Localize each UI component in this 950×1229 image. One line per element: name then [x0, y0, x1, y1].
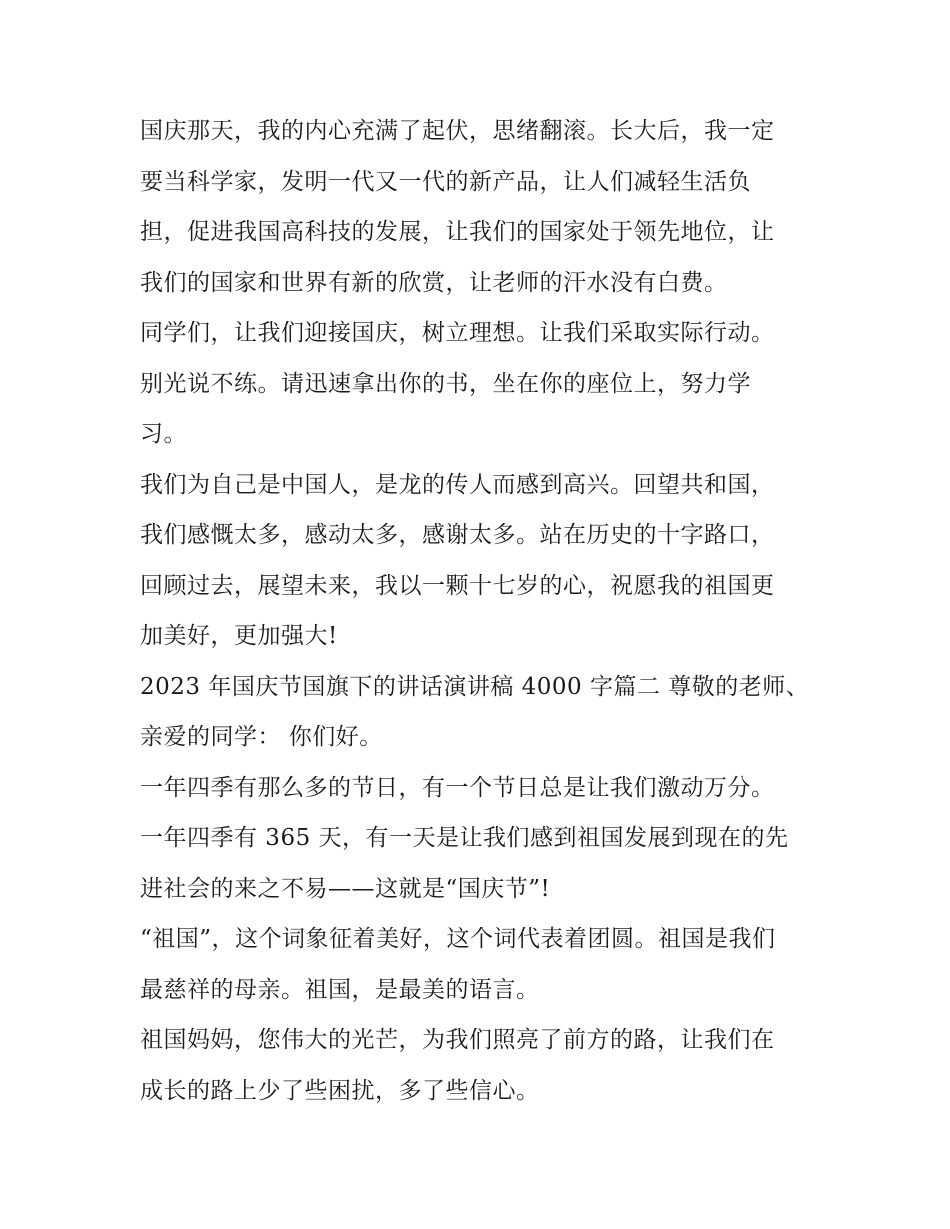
paragraph-7: [140, 1015, 820, 1116]
paragraph-3: [140, 460, 820, 662]
text-line: 我们的国家和世界有新的欣赏，让老师的汗水没有白费。: [140, 269, 728, 296]
text-line: “祖国”，这个词象征着美好，这个词代表着团圆。祖国是我们: [140, 926, 776, 952]
text-line: 最慈祥的母亲。祖国，是最美的语言。: [140, 976, 540, 1003]
paragraph-6: [140, 914, 820, 1015]
text-line: 一年四季有那么多的节日，有一个节日总是让我们激动万分。: [140, 774, 775, 801]
text-line: 别光说不练。请迅速拿出你的书，坐在你的座位上，努力学: [140, 370, 751, 397]
text-line: 担，促进我国高科技的发展，让我们的国家处于领先地位，让: [140, 219, 775, 245]
paragraph-2: [140, 308, 820, 460]
paragraph-1: [140, 106, 820, 308]
text-line: 我们为自己是中国人，是龙的传人而感到高兴。回望共和国，: [140, 471, 775, 498]
text-line: 亲爱的同学： 你们好。: [140, 724, 383, 750]
text-line: 国庆那天，我的内心充满了起伏，思绪翻滚。长大后，我一定: [140, 118, 775, 144]
text-line: 祖国妈妈，您伟大的光芒，为我们照亮了前方的路，让我们在: [140, 1027, 775, 1053]
text-line: 回顾过去，展望未来，我以一颗十七岁的心，祝愿我的祖国更: [140, 572, 775, 599]
text-line: 要当科学家，发明一代又一代的新产品，让人们减轻生活负: [140, 168, 751, 195]
text-line: 成长的路上少了些困扰，多了些信心。: [140, 1077, 540, 1104]
text-line: 加美好，更加强大!: [140, 623, 338, 649]
paragraph-5: [140, 763, 820, 915]
text-line: 一年四季有 365 天，有一天是让我们感到祖国发展到现在的先: [140, 825, 789, 851]
document-page: [140, 106, 820, 1116]
text-line: 习。: [140, 421, 187, 447]
text-line: 我们感慨太多，感动太多，感谢太多。站在历史的十字路口，: [140, 522, 775, 548]
text-line: 进社会的来之不易——这就是“国庆节”!: [140, 875, 551, 902]
text-line: 同学们，让我们迎接国庆，树立理想。让我们采取实际行动。: [140, 320, 775, 346]
text-line: 2023 年国庆节国旗下的讲话演讲稿 4000 字篇二 尊敬的老师、: [140, 673, 810, 700]
paragraph-4-heading: [140, 662, 820, 763]
